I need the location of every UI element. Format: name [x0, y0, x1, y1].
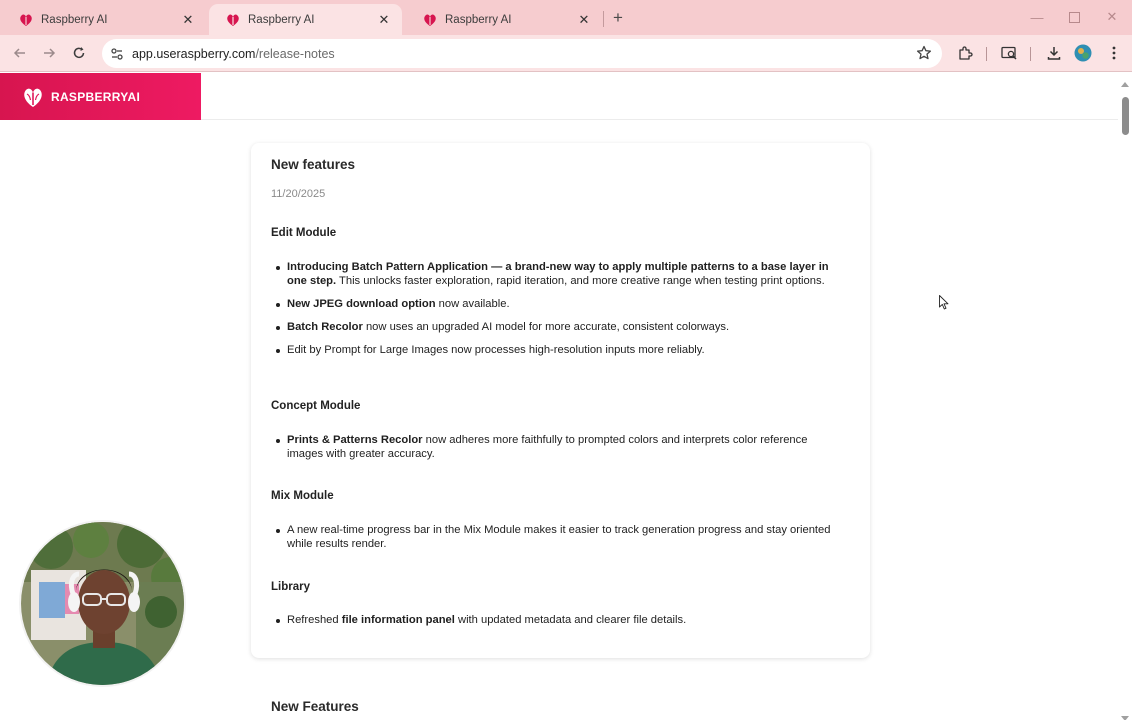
edit-module-list: [287, 261, 843, 367]
maximize-window-icon[interactable]: [1063, 7, 1085, 27]
item-text: Refreshed: [287, 614, 342, 626]
raspberry-favicon-icon: [422, 12, 438, 28]
browser-tab-strip: [0, 0, 1132, 35]
tab-separator: [603, 11, 604, 27]
browser-toolbar: [0, 35, 1132, 72]
section-heading-library: Library: [271, 581, 310, 593]
new-tab-plus-icon[interactable]: +: [613, 8, 623, 27]
raspberry-logo-icon: [21, 85, 45, 109]
extensions-puzzle-icon[interactable]: [956, 44, 974, 62]
release-title: New features: [271, 157, 356, 172]
scroll-down-arrow-icon[interactable]: [1121, 709, 1129, 717]
close-tab-icon[interactable]: ✕: [378, 11, 390, 27]
list-item: [287, 321, 843, 335]
forward-arrow-icon[interactable]: [37, 42, 61, 64]
profile-avatar-icon[interactable]: [1074, 44, 1092, 62]
section-heading-edit-module: Edit Module: [271, 227, 337, 239]
list-item: [287, 298, 843, 312]
list-item: [287, 261, 843, 288]
download-icon[interactable]: [1045, 44, 1063, 62]
item-text: This unlocks faster exploration, rapid iteration, and more creative range when testing print options.: [336, 274, 825, 287]
list-item: [287, 524, 843, 551]
item-text: with updated metadata and clearer file details.: [454, 614, 687, 626]
back-arrow-icon[interactable]: [8, 42, 32, 64]
webcam-overlay: [19, 520, 186, 687]
more-menu-icon[interactable]: [1105, 44, 1123, 62]
library-list: [287, 614, 843, 637]
next-release-title: New Features: [271, 699, 359, 714]
reload-icon[interactable]: [67, 42, 91, 64]
close-window-icon[interactable]: ✕: [1106, 9, 1118, 24]
bookmark-star-icon[interactable]: [916, 45, 932, 61]
tab-title: Raspberry AI: [248, 13, 315, 26]
item-bold-text: file information panel: [341, 614, 455, 626]
item-text: Edit by Prompt for Large Images now processes high-resolution inputs more reliably.: [287, 343, 705, 356]
toolbar-separator: [1030, 47, 1031, 61]
url-host: app.useraspberry.com: [132, 46, 256, 61]
url-path: /release-notes: [255, 46, 335, 61]
list-item: [287, 344, 843, 358]
section-heading-concept-module: Concept Module: [271, 400, 361, 412]
browser-tab-3[interactable]: [406, 4, 602, 35]
concept-module-list: [287, 434, 843, 471]
scrollbar-thumb[interactable]: [1122, 97, 1129, 135]
mix-module-list: [287, 524, 843, 561]
item-text: now uses an upgraded AI model for more accurate, consistent colorways.: [362, 320, 730, 333]
address-bar[interactable]: [102, 39, 942, 68]
tab-title: Raspberry AI: [445, 13, 512, 26]
url-text: [132, 47, 335, 61]
item-text: A new real-time progress bar in the Mix Module makes it easier to track generation progress and stay oriented while results render.: [287, 524, 831, 550]
app-header: [0, 73, 1118, 120]
section-heading-mix-module: Mix Module: [271, 490, 334, 502]
item-bold-text: New JPEG download option: [287, 297, 436, 310]
item-text: now adheres more faithfully to prompted colors and interprets color reference images with greater accuracy.: [287, 434, 808, 460]
presenter-video-image: [21, 522, 186, 687]
minimize-window-icon[interactable]: —: [1030, 9, 1044, 25]
tab-search-icon[interactable]: [1000, 44, 1018, 62]
toolbar-separator: [986, 47, 987, 61]
site-settings-icon[interactable]: [104, 41, 130, 67]
item-bold-text: Introducing Batch Pattern Application — a brand-new way to apply multiple patterns to a base layer in one step.: [287, 261, 829, 287]
list-item: [287, 614, 843, 628]
browser-tab-2[interactable]: [209, 4, 402, 35]
brand-logo[interactable]: [0, 73, 201, 120]
close-tab-icon[interactable]: ✕: [578, 11, 590, 27]
item-text: now available.: [435, 297, 510, 310]
raspberry-favicon-icon: [225, 12, 241, 28]
list-item: [287, 434, 843, 461]
item-bold-text: Prints & Patterns Recolor: [287, 434, 423, 446]
release-notes-card: [251, 143, 870, 658]
item-bold-text: Batch Recolor: [287, 320, 363, 333]
scroll-up-arrow-icon[interactable]: [1121, 76, 1129, 84]
page-scrollbar[interactable]: [1118, 73, 1132, 720]
browser-tab-1[interactable]: [2, 4, 206, 35]
close-tab-icon[interactable]: ✕: [182, 11, 194, 27]
tab-title: Raspberry AI: [41, 13, 108, 26]
brand-name: RASPBERRYAI: [51, 89, 141, 104]
mouse-pointer-icon: [939, 295, 949, 310]
release-date: 11/20/2025: [271, 188, 326, 200]
raspberry-favicon-icon: [18, 12, 34, 28]
